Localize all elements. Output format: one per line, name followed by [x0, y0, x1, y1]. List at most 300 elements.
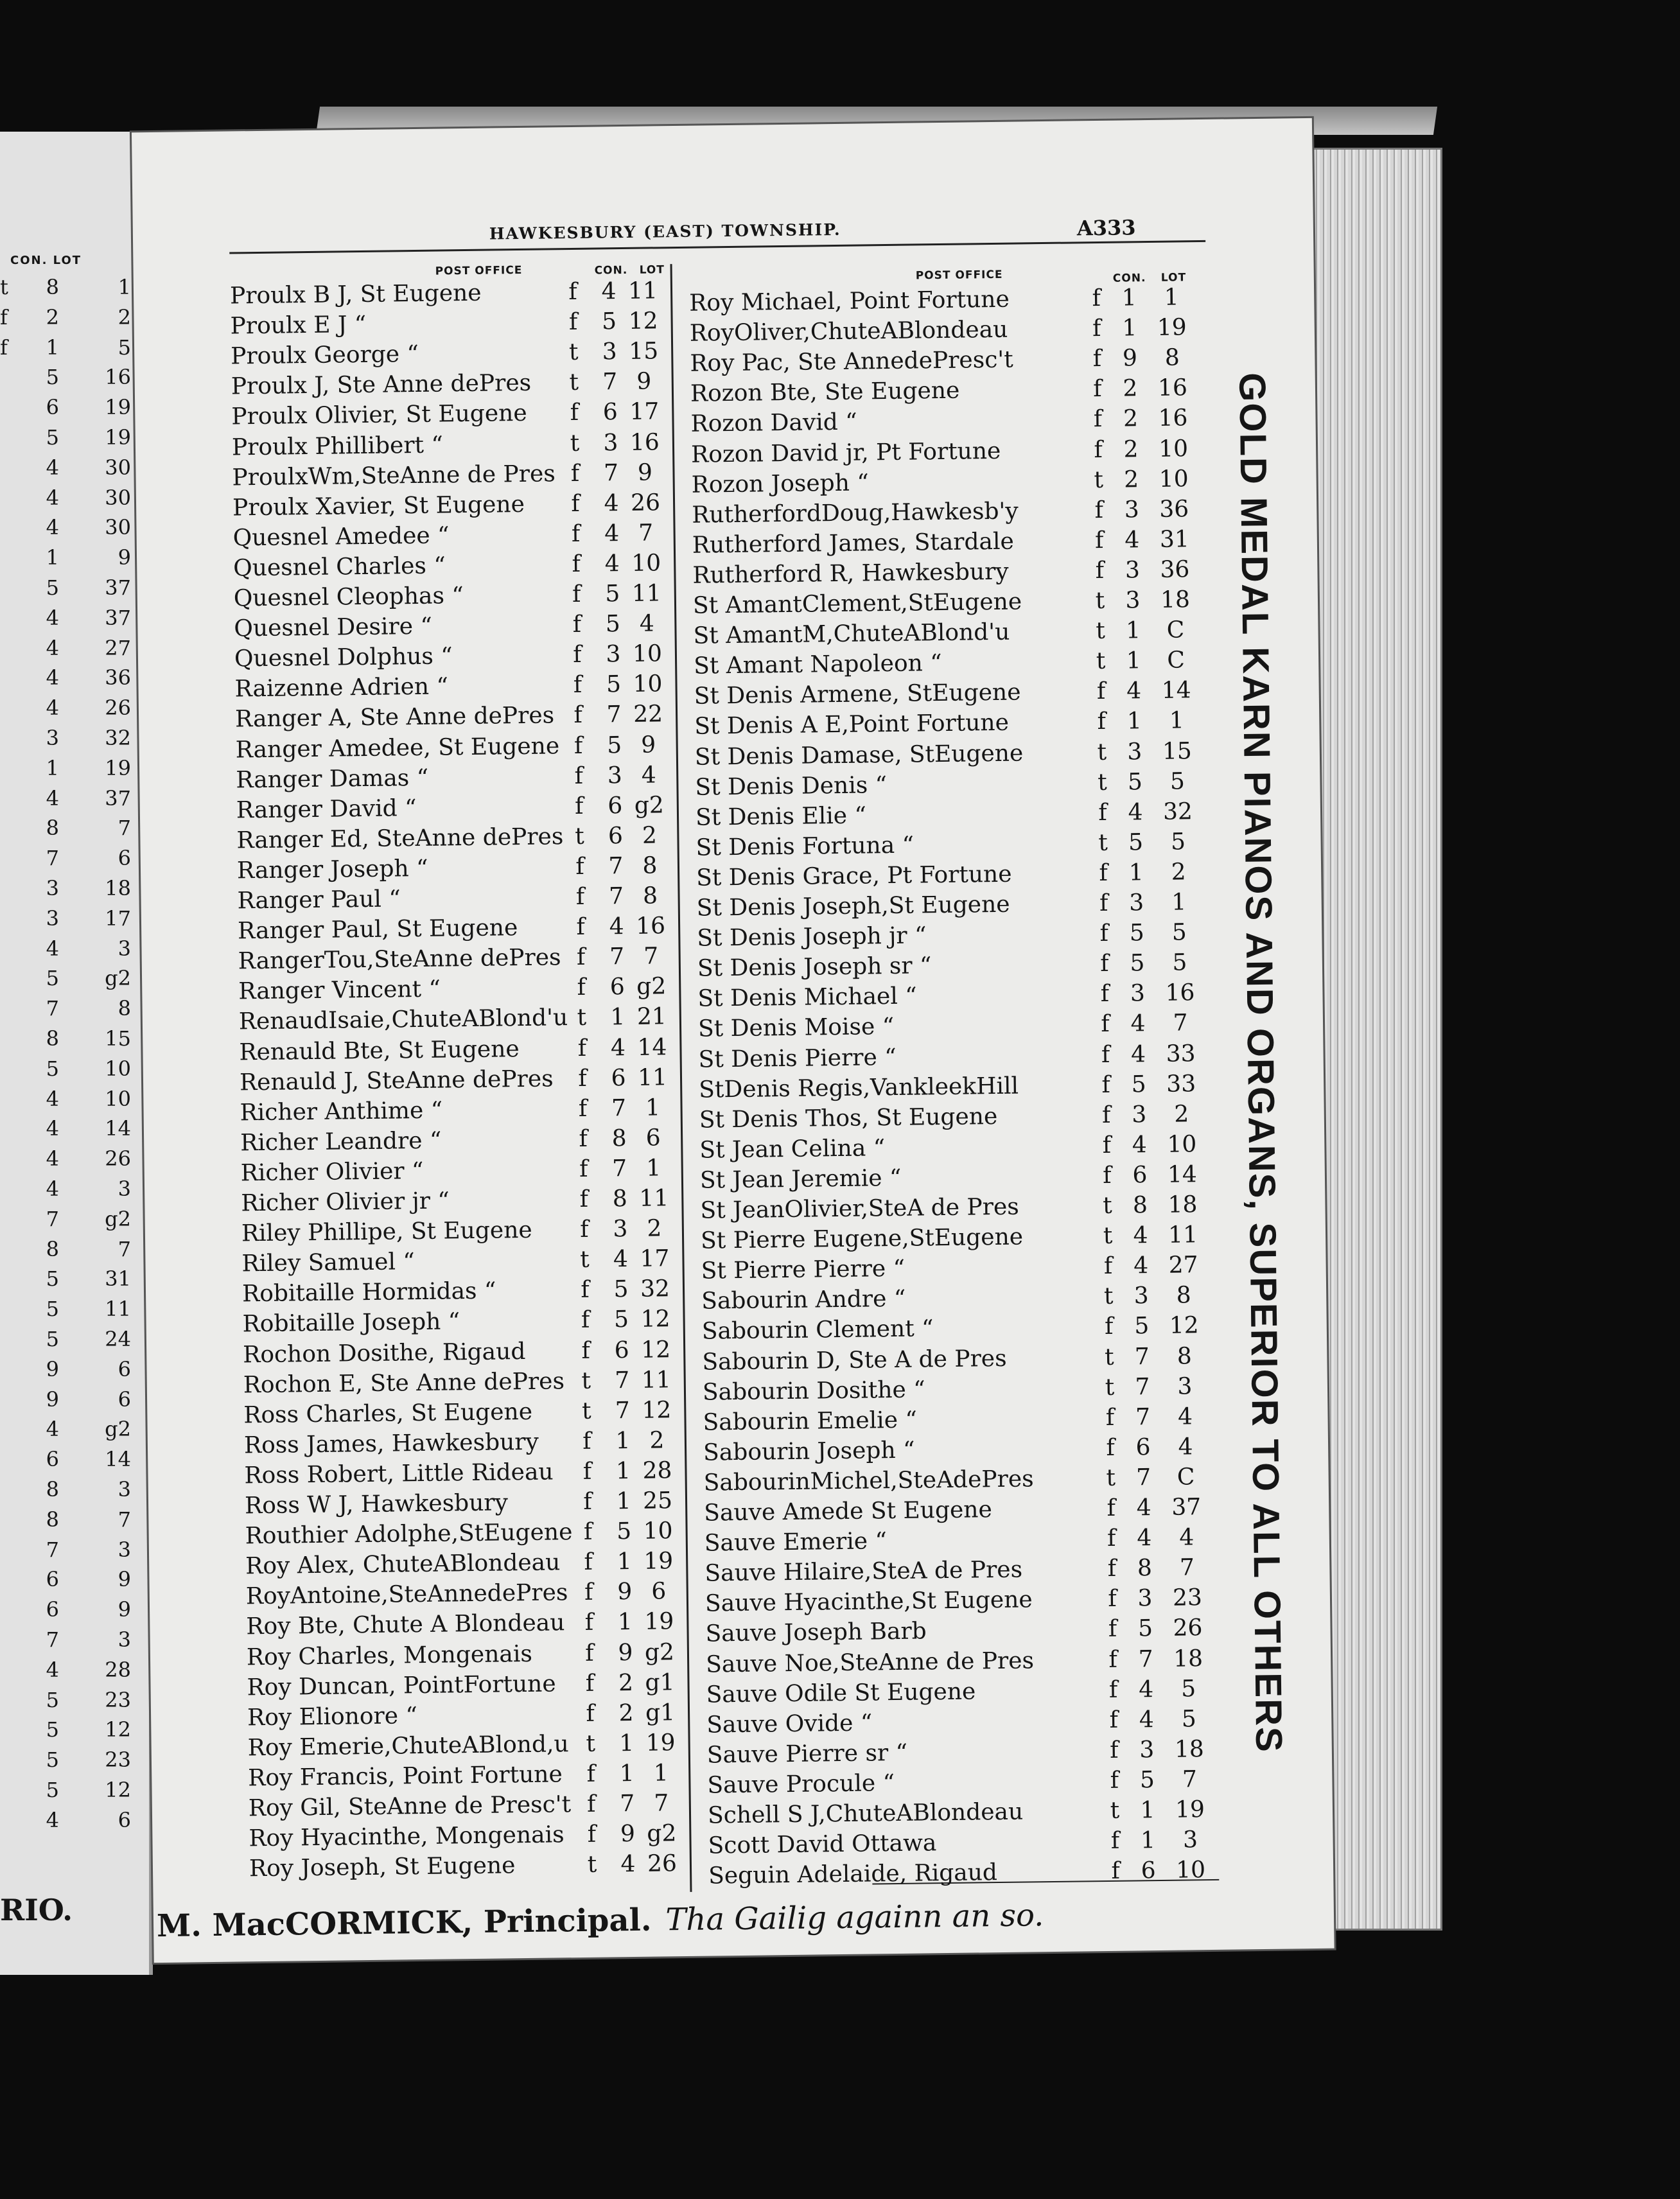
left-page-entry: [0, 1086, 149, 1112]
entry-tenure: t: [581, 1367, 591, 1394]
directory-entry: [242, 1274, 676, 1309]
left-entry-tenure: t: [0, 275, 8, 299]
left-entry-concession: 4: [46, 1146, 59, 1171]
side-advertisement: [1215, 215, 1306, 1911]
entry-lot: 1: [1169, 707, 1184, 735]
entry-name: Proulx Phillibert “: [231, 431, 444, 460]
entry-lot: 36: [1159, 495, 1189, 523]
entry-name: Rozon David jr, Pt Fortune: [690, 437, 1001, 468]
entry-concession: 4: [604, 489, 619, 517]
entry-lot: 10: [1167, 1131, 1197, 1158]
entry-tenure: f: [1109, 1737, 1119, 1764]
entry-tenure: f: [570, 460, 580, 487]
footer-gaelic-motto: Tha Gailig againn an so.: [665, 1897, 1044, 1938]
directory-entry: [240, 1062, 673, 1098]
entry-lot: 1: [653, 1760, 669, 1787]
left-page-entry: [0, 785, 149, 811]
entry-name: Roy Elionore “: [247, 1702, 418, 1731]
entry-tenure: f: [1108, 1646, 1118, 1673]
directory-entry: [246, 1606, 679, 1642]
directory-entry: [243, 1365, 677, 1400]
entry-name: Proulx E J “: [230, 311, 367, 340]
entry-name: Renauld J, SteAnne dePres: [239, 1065, 554, 1096]
entry-name: Sauve Amede St Eugene: [704, 1496, 993, 1527]
entry-tenure: f: [573, 642, 582, 669]
entry-concession: 1: [1122, 315, 1137, 342]
entry-lot: 2: [642, 822, 658, 849]
left-entry-concession: 8: [46, 1026, 59, 1051]
left-page-entry: [0, 665, 149, 690]
entry-concession: 7: [612, 1155, 627, 1182]
left-entry-lot: 6: [118, 846, 131, 871]
entry-concession: 3: [1129, 889, 1144, 916]
entry-name: Ranger Vincent “: [238, 976, 441, 1005]
entry-lot: 18: [1168, 1191, 1198, 1218]
directory-entry: [237, 850, 670, 886]
entry-concession: 3: [603, 429, 618, 456]
left-page-entry: [0, 304, 149, 330]
left-entry-concession: 4: [46, 1807, 59, 1832]
entry-tenure: t: [1094, 466, 1104, 493]
entry-name: RutherfordDoug,Hawkesb'y: [692, 498, 1019, 529]
entry-concession: 9: [617, 1579, 633, 1606]
left-entry-lot: 30: [105, 455, 131, 480]
left-entry-lot: 18: [105, 876, 131, 900]
left-entry-lot: g2: [105, 1206, 131, 1231]
left-entry-lot: 23: [105, 1687, 131, 1712]
left-entry-tenure: f: [0, 304, 8, 329]
entry-name: St Denis Pierre “: [698, 1044, 897, 1073]
entry-tenure: f: [578, 1095, 588, 1122]
entry-name: Roy Alex, ChuteABlondeau: [245, 1549, 561, 1580]
entry-name: Roy Gil, SteAnne de Presc't: [248, 1791, 572, 1822]
entry-lot: 10: [633, 670, 663, 698]
directory-entry: [238, 941, 671, 976]
entry-name: Sabourin Dosithe “: [702, 1376, 925, 1406]
entry-lot: 11: [639, 1185, 669, 1212]
entry-name: StDenis Regis,VankleekHill: [698, 1073, 1019, 1103]
entry-lot: 8: [1176, 1282, 1191, 1309]
left-entry-concession: 5: [46, 1717, 59, 1742]
left-entry-lot: 12: [105, 1717, 131, 1742]
entry-tenure: f: [1105, 1404, 1115, 1431]
entry-tenure: f: [586, 1760, 596, 1787]
entry-tenure: t: [1103, 1192, 1112, 1219]
entry-lot: 12: [628, 308, 658, 335]
entry-tenure: t: [579, 1246, 590, 1274]
entry-concession: 1: [617, 1609, 633, 1636]
left-entry-lot: 32: [105, 726, 131, 750]
entry-lot: 9: [637, 459, 653, 486]
entry-lot: 19: [1175, 1796, 1205, 1823]
entry-tenure: t: [1104, 1344, 1114, 1371]
directory-entry: [234, 638, 668, 674]
directory-entry: [245, 1546, 679, 1581]
entry-lot: 9: [636, 368, 652, 396]
left-entry-lot: 7: [118, 816, 131, 841]
entry-name: Sauve Ovide “: [706, 1710, 873, 1739]
entry-name: St JeanOlivier,SteA de Pres: [700, 1193, 1019, 1224]
left-entry-concession: 7: [46, 1537, 59, 1562]
left-entry-concession: 5: [46, 1297, 59, 1322]
left-entry-lot: 6: [118, 1387, 131, 1412]
left-entry-lot: 24: [105, 1327, 131, 1351]
entry-lot: C: [1177, 1464, 1195, 1491]
entry-name: Richer Leandre “: [240, 1127, 442, 1157]
entry-tenure: f: [586, 1791, 596, 1818]
directory-entry: [243, 1395, 677, 1430]
entry-name: Sabourin Emelie “: [703, 1406, 918, 1436]
entry-lot: 36: [1160, 556, 1190, 583]
entry-name: St Denis Armene, StEugene: [694, 679, 1021, 710]
entry-concession: 4: [1124, 527, 1140, 554]
left-page-entry: [0, 995, 149, 1021]
left-entry-lot: 5: [118, 335, 131, 360]
entry-name: Roy Charles, Mongenais: [246, 1640, 533, 1670]
left-page-entry: [0, 1537, 149, 1563]
entry-lot: 3: [1182, 1827, 1198, 1853]
entry-concession: 7: [615, 1367, 630, 1394]
entry-concession: 5: [606, 732, 622, 758]
entry-lot: 2: [647, 1215, 662, 1242]
left-col-post-office-header: POST OFFICE: [435, 263, 523, 278]
entry-concession: 5: [601, 308, 617, 335]
entry-name: Quesnel Charles “: [233, 552, 446, 582]
entry-concession: 4: [601, 278, 617, 305]
left-entry-concession: 4: [46, 515, 59, 540]
entry-concession: 8: [611, 1125, 627, 1152]
left-entry-concession: 4: [46, 1417, 59, 1442]
entry-concession: 7: [615, 1397, 631, 1424]
entry-name: Ranger Paul “: [237, 886, 401, 915]
entry-name: Scott David Ottawa: [708, 1830, 937, 1859]
entry-concession: 4: [620, 1851, 636, 1878]
left-page-entry: [0, 635, 149, 661]
entry-name: Roy Emerie,ChuteABlond,u: [247, 1731, 569, 1762]
entry-name: Proulx Xavier, St Eugene: [232, 491, 525, 521]
entry-tenure: f: [578, 1065, 587, 1092]
entry-name: Proulx B J, St Eugene: [229, 279, 482, 310]
entry-lot: g1: [645, 1699, 676, 1726]
entry-lot: 27: [1168, 1252, 1198, 1279]
entry-name: Roy Hyacinthe, Mongenais: [249, 1821, 564, 1852]
entry-name: Sauve Odile St Eugene: [706, 1678, 976, 1708]
entry-name: Routhier Adolphe,StEugene: [245, 1519, 573, 1550]
entry-tenure: f: [584, 1609, 594, 1636]
left-entry-lot: 10: [105, 1056, 131, 1081]
entry-lot: 18: [1174, 1735, 1204, 1763]
directory-entry: [234, 669, 668, 705]
left-entry-lot: 3: [118, 1627, 131, 1652]
entry-lot: 5: [1170, 828, 1186, 855]
directory-entry: [247, 1637, 680, 1672]
entry-name: Riley Phillipe, St Eugene: [241, 1216, 532, 1247]
entry-concession: 9: [1122, 345, 1138, 372]
entry-tenure: f: [1101, 1071, 1111, 1098]
entry-name: Renauld Bte, St Eugene: [239, 1035, 520, 1065]
entry-concession: 1: [1128, 859, 1144, 886]
entry-tenure: t: [1097, 739, 1107, 766]
left-entry-lot: 1: [118, 275, 131, 299]
entry-tenure: f: [572, 550, 581, 577]
directory-entry: [240, 1092, 673, 1128]
left-entry-concession: 1: [46, 335, 59, 360]
entry-concession: 3: [1137, 1585, 1153, 1612]
left-entry-lot: 37: [105, 575, 131, 600]
entry-lot: 10: [1158, 435, 1189, 462]
entry-concession: 7: [1138, 1645, 1153, 1672]
entry-name: St Denis A E,Point Fortune: [694, 710, 1010, 740]
left-page-entry: [0, 1146, 149, 1171]
entry-lot: g2: [647, 1820, 677, 1847]
entry-name: Roy Michael, Point Fortune: [689, 286, 1010, 317]
entry-concession: 5: [606, 671, 622, 698]
left-page-entry: [0, 1116, 149, 1141]
entry-name: Sauve Procule “: [707, 1769, 895, 1799]
entry-name: RangerTou,SteAnne dePres: [238, 944, 561, 975]
entry-tenure: f: [1108, 1676, 1118, 1703]
left-page-entry: [0, 335, 149, 360]
entry-lot: 19: [1157, 314, 1187, 341]
entry-concession: 6: [608, 822, 624, 850]
entry-name: St Denis Fortuna “: [696, 832, 914, 861]
entry-concession: 6: [602, 399, 618, 426]
left-entry-concession: 3: [46, 876, 59, 900]
left-entry-concession: 6: [46, 1567, 59, 1592]
head-rule: [229, 240, 1205, 254]
left-page-entry: [0, 514, 149, 540]
entry-lot: 7: [1182, 1766, 1198, 1793]
entry-name: St Pierre Pierre “: [701, 1255, 906, 1284]
entry-name: Raizenne Adrien “: [234, 673, 449, 703]
directory-entry: [241, 1183, 674, 1218]
directory-entry: [232, 457, 665, 493]
entry-concession: 1: [1140, 1797, 1155, 1824]
entry-tenure: f: [587, 1821, 597, 1848]
right-col-post-office-header: POST OFFICE: [915, 268, 1003, 283]
entry-concession: 6: [614, 1336, 629, 1363]
entry-tenure: f: [577, 1035, 587, 1062]
left-page-entry: [0, 1387, 149, 1412]
directory-entry: [247, 1697, 681, 1733]
entry-concession: 4: [613, 1246, 629, 1273]
entry-concession: 2: [1123, 405, 1139, 432]
entry-concession: 5: [616, 1518, 632, 1545]
entry-concession: 2: [618, 1669, 634, 1696]
entry-concession: 6: [1132, 1162, 1148, 1189]
left-entry-lot: g2: [105, 1417, 131, 1442]
entry-name: Sauve Joseph Barb: [705, 1618, 927, 1647]
entry-tenure: f: [582, 1458, 592, 1485]
entry-concession: 1: [618, 1730, 634, 1757]
entry-tenure: f: [1110, 1827, 1120, 1855]
directory-entry: [708, 1855, 1211, 1891]
entry-tenure: f: [573, 672, 582, 699]
left-page-entry: [0, 1446, 149, 1472]
entry-name: St Denis Grace, Pt Fortune: [696, 861, 1012, 891]
entry-lot: 11: [641, 1366, 671, 1394]
directory-entry: [232, 518, 666, 553]
directory-entry: [239, 1032, 672, 1067]
entry-lot: 12: [642, 1396, 672, 1424]
left-entry-concession: 4: [46, 665, 59, 690]
left-page-entry: [0, 425, 149, 450]
entry-concession: 6: [1141, 1857, 1156, 1884]
entry-name: Ross Charles, St Eugene: [243, 1398, 533, 1429]
entry-lot: 7: [654, 1790, 669, 1817]
left-entry-lot: 36: [105, 665, 131, 690]
entry-concession: 6: [609, 974, 625, 1001]
entry-concession: 4: [604, 520, 620, 547]
entry-lot: g2: [644, 1638, 675, 1666]
entry-concession: 1: [619, 1760, 634, 1787]
entry-tenure: f: [1110, 1767, 1119, 1794]
directory-entry: [239, 1002, 672, 1037]
entry-tenure: f: [574, 762, 584, 789]
directory-entry: [236, 760, 669, 795]
entry-concession: 5: [605, 611, 621, 638]
directory-entry: [238, 971, 672, 1006]
entry-concession: 4: [1128, 798, 1143, 826]
left-page-entry: [0, 485, 149, 511]
entry-concession: 1: [610, 1004, 626, 1031]
entry-concession: 7: [1135, 1403, 1151, 1431]
running-head: HAWKESBURY (EAST) TOWNSHIP.: [489, 220, 841, 243]
entry-name: Rozon Bte, Ste Eugene: [690, 377, 960, 408]
entry-tenure: f: [1095, 557, 1105, 584]
entry-tenure: f: [1109, 1706, 1119, 1733]
entry-name: Quesnel Amedee “: [232, 522, 450, 552]
entry-lot: 22: [633, 701, 663, 728]
entry-name: Ross W J, Hawkesbury: [244, 1489, 509, 1520]
entry-tenure: f: [1099, 951, 1109, 977]
entry-tenure: f: [570, 399, 579, 426]
left-page-entry: [0, 725, 149, 751]
entry-lot: 32: [1162, 798, 1193, 825]
left-entry-concession: 7: [46, 1627, 59, 1652]
left-entry-lot: 28: [105, 1657, 131, 1682]
directory-entry: [241, 1243, 675, 1279]
left-page-entry: [0, 1476, 149, 1502]
left-entry-concession: 5: [46, 1748, 59, 1773]
entry-lot: 4: [639, 610, 655, 637]
left-entry-concession: 8: [46, 816, 59, 841]
directory-entry: [234, 608, 667, 644]
entry-concession: 3: [1124, 496, 1139, 523]
entry-lot: 5: [1180, 1675, 1196, 1703]
entry-tenure: f: [1093, 406, 1103, 433]
entry-concession: 4: [1132, 1131, 1148, 1159]
left-entry-lot: 3: [118, 1177, 131, 1201]
entry-lot: 31: [1159, 526, 1189, 553]
entry-lot: 11: [637, 1064, 668, 1091]
entry-tenure: f: [581, 1277, 590, 1304]
left-entry-concession: 4: [46, 1116, 59, 1141]
entry-tenure: f: [572, 611, 582, 638]
entry-tenure: t: [569, 369, 579, 396]
left-page-entry: [0, 965, 149, 991]
entry-name: Ranger Damas “: [236, 764, 429, 794]
directory-entry: [240, 1153, 674, 1188]
entry-tenure: f: [1094, 496, 1104, 523]
entry-name: Robitaille Hormidas “: [241, 1277, 496, 1308]
entry-concession: 7: [1134, 1343, 1150, 1370]
entry-concession: 3: [602, 338, 617, 365]
directory-entry: [237, 880, 670, 916]
left-entry-concession: 8: [46, 1507, 59, 1532]
left-entry-concession: 5: [46, 1266, 59, 1292]
entry-lot: 15: [1162, 737, 1193, 765]
entry-lot: 5: [1172, 949, 1187, 976]
entry-name: St AmantClement,StEugene: [692, 588, 1022, 619]
left-entry-concession: 8: [46, 1236, 59, 1261]
entry-lot: 17: [640, 1245, 670, 1272]
entry-concession: 5: [605, 581, 620, 608]
entry-tenure: f: [571, 520, 581, 547]
entry-lot: 18: [1160, 586, 1191, 613]
entry-tenure: f: [581, 1307, 590, 1334]
left-page-entry: [0, 1206, 149, 1232]
entry-lot: 7: [643, 943, 659, 970]
left-entry-lot: 14: [105, 1116, 131, 1141]
entry-tenure: f: [585, 1640, 594, 1667]
left-entry-lot: 19: [105, 395, 131, 420]
entry-concession: 7: [608, 852, 624, 880]
left-page-entry: [0, 1176, 149, 1202]
left-entry-concession: 7: [46, 1206, 59, 1231]
directory-entry: [241, 1213, 675, 1248]
entry-concession: 8: [1137, 1555, 1153, 1582]
entry-lot: 8: [1177, 1342, 1193, 1370]
left-page-entry: [0, 755, 149, 781]
entry-tenure: t: [1096, 648, 1106, 675]
entry-name: Proulx George “: [230, 341, 419, 370]
entry-concession: 4: [1126, 678, 1142, 705]
entry-tenure: f: [1100, 981, 1110, 1008]
entry-concession: 7: [611, 1094, 627, 1122]
entry-concession: 3: [607, 762, 622, 789]
entry-concession: 5: [1139, 1766, 1155, 1794]
entry-concession: 5: [613, 1306, 629, 1333]
entry-lot: 12: [641, 1336, 671, 1363]
left-entry-concession: 5: [46, 1056, 59, 1081]
left-page-entry: [0, 695, 149, 721]
left-page-entry: [0, 1356, 149, 1382]
left-entry-lot: 27: [105, 635, 131, 660]
entry-tenure: t: [1103, 1283, 1114, 1310]
entry-tenure: f: [1094, 527, 1104, 554]
entry-lot: g2: [636, 973, 667, 1001]
entry-lot: 21: [636, 1003, 667, 1031]
entry-lot: 15: [629, 338, 659, 365]
left-entry-concession: 3: [46, 906, 59, 931]
entry-concession: 4: [1137, 1525, 1152, 1552]
entry-tenure: f: [1096, 678, 1106, 705]
left-entry-concession: 4: [46, 696, 59, 721]
entry-concession: 4: [609, 913, 624, 940]
directory-entry: [231, 336, 664, 371]
entry-lot: 2: [1174, 1101, 1189, 1128]
directory-entry: [234, 578, 667, 613]
left-entry-concession: 8: [46, 275, 59, 299]
entry-name: Proulx Olivier, St Eugene: [231, 400, 527, 430]
entry-name: Proulx J, Ste Anne dePres: [231, 370, 532, 400]
left-page: [0, 132, 153, 1975]
entry-name: Ranger David “: [236, 794, 417, 824]
entry-lot: 5: [1171, 919, 1187, 946]
left-page-column-header: CON. LOT: [10, 254, 82, 267]
entry-tenure: f: [572, 581, 581, 608]
